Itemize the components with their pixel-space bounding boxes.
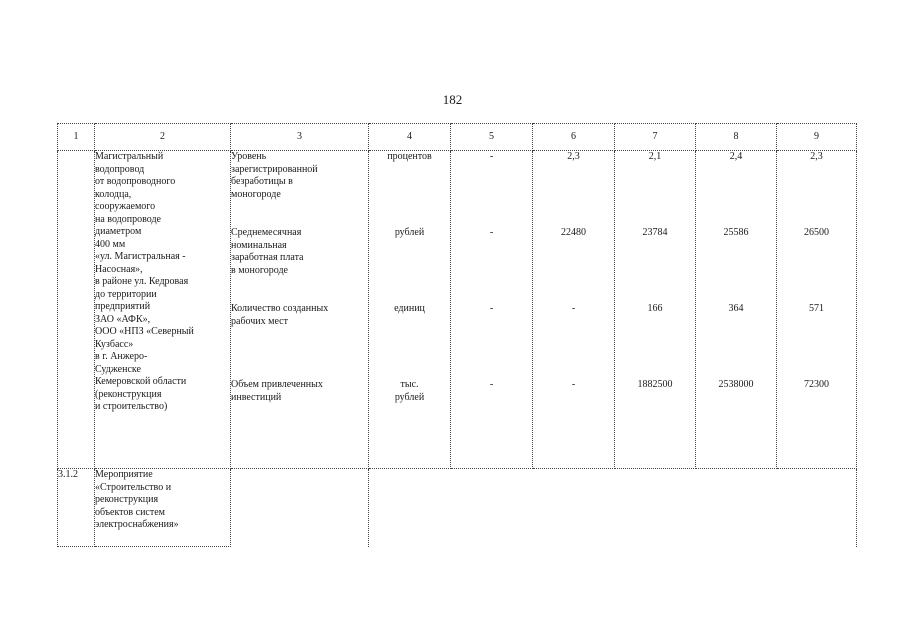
column-number: 1 xyxy=(58,124,95,151)
text-line: процентов xyxy=(387,151,432,162)
event-name-cell xyxy=(95,469,231,547)
indicator-value: 25586 xyxy=(723,227,749,238)
text-line: и строительство) xyxy=(95,401,168,412)
text-line: от водопроводного xyxy=(95,176,176,187)
indicator-value: 2,1 xyxy=(648,151,662,162)
indicator-value: 2,3 xyxy=(810,151,823,162)
indicator-value: - xyxy=(489,227,494,238)
text-line: Судженске xyxy=(95,363,141,375)
column-number: 8 xyxy=(696,124,777,151)
text-line: Количество созданных xyxy=(231,303,329,314)
indicator-units xyxy=(369,151,450,455)
values-column-6 xyxy=(533,151,614,455)
text-line: Уровень xyxy=(231,151,267,162)
empty-cell xyxy=(533,469,615,547)
text-line: колодца, xyxy=(95,188,132,200)
indicator-name xyxy=(231,151,368,227)
text-line: зарегистрированной xyxy=(231,163,318,175)
values-column-8 xyxy=(696,151,776,455)
indicator-value: 166 xyxy=(647,303,663,314)
text-line: предприятий xyxy=(95,301,151,312)
text-line: номинальная xyxy=(231,239,287,251)
text-line: Мероприятие xyxy=(95,469,153,480)
value-cell-6 xyxy=(533,151,615,469)
indicator-name xyxy=(231,379,368,455)
indicator-value: 364 xyxy=(728,303,744,314)
column-number: 9 xyxy=(777,124,857,151)
values-column-5 xyxy=(451,151,532,455)
indicator-value: 2,4 xyxy=(729,151,743,162)
indicator-value: 23784 xyxy=(642,227,668,238)
values-column-9 xyxy=(777,151,856,455)
indicator-name xyxy=(231,303,368,379)
text-line: ЗАО «АФК», xyxy=(95,313,151,325)
indicator-value: 22480 xyxy=(561,227,586,238)
text-line: «Строительство и xyxy=(95,481,172,493)
text-line: в районе ул. Кедровая xyxy=(95,276,189,287)
column-number-row xyxy=(58,124,857,151)
text-line: инвестиций xyxy=(231,391,282,403)
column-number: 3 xyxy=(231,124,369,151)
text-line: «ул. Магистральная - xyxy=(95,251,186,262)
event-name xyxy=(95,151,230,414)
indicator-value: 72300 xyxy=(804,379,829,390)
row-number: 3.1.2 xyxy=(58,469,95,547)
column-number: 6 xyxy=(533,124,615,151)
text-line: на водопроводе xyxy=(95,213,161,225)
text-line: Насосная», xyxy=(95,263,143,275)
indicator-unit xyxy=(369,379,450,455)
indicator-value: 26500 xyxy=(804,227,829,238)
text-line: водопровод xyxy=(95,163,145,175)
column-number: 4 xyxy=(369,124,451,151)
text-line: в г. Анжеро- xyxy=(95,351,148,362)
empty-cell xyxy=(451,469,533,547)
empty-cell xyxy=(369,469,451,547)
indicator-names xyxy=(231,151,368,455)
indicator-value: 2538000 xyxy=(718,379,754,390)
indicator-unit xyxy=(369,151,450,227)
text-line: Кемеровской области xyxy=(95,376,187,387)
text-line: рублей xyxy=(394,227,425,238)
column-number: 7 xyxy=(615,124,696,151)
text-line: электроснабжения» xyxy=(95,519,179,530)
program-table xyxy=(57,123,857,547)
text-line: Кузбасс» xyxy=(95,338,134,350)
text-line: безработицы в xyxy=(231,176,293,187)
indicator-value: - xyxy=(489,379,494,390)
table-row xyxy=(58,151,857,469)
column-number: 2 xyxy=(95,124,231,151)
text-line: 400 мм xyxy=(95,238,126,250)
indicator-value: - xyxy=(571,379,576,390)
indicator-value: - xyxy=(489,151,494,162)
column-number: 5 xyxy=(451,124,533,151)
text-line: Среднемесячная xyxy=(231,227,302,238)
event-name xyxy=(95,469,230,532)
indicator-value: 2,3 xyxy=(567,151,580,162)
row-number xyxy=(58,151,95,469)
event-name-cell xyxy=(95,151,231,469)
text-line: (реконструкция xyxy=(95,388,162,400)
empty-cell xyxy=(231,469,369,547)
values-column-7 xyxy=(615,151,695,455)
page-number: 182 xyxy=(442,92,463,107)
empty-cell xyxy=(777,469,857,547)
text-line: объектов систем xyxy=(95,506,165,518)
text-line: Магистральный xyxy=(95,151,164,162)
text-line: сооружаемого xyxy=(95,201,156,212)
text-line: тыс. xyxy=(400,379,419,390)
text-line: Объем привлеченных xyxy=(231,379,323,390)
text-line: реконструкция xyxy=(95,494,159,505)
text-line: заработная плата xyxy=(231,252,304,263)
indicator-name xyxy=(231,227,368,303)
text-line: единиц xyxy=(394,303,425,314)
indicator-unit xyxy=(369,303,450,379)
indicator-value: 1882500 xyxy=(637,379,673,390)
indicator-unit xyxy=(369,227,450,303)
value-cell-5 xyxy=(451,151,533,469)
indicator-value: - xyxy=(571,303,576,314)
text-line: в моногороде xyxy=(231,264,288,276)
unit-cell xyxy=(369,151,451,469)
empty-cell xyxy=(615,469,696,547)
indicator-value: 571 xyxy=(809,303,824,314)
text-line: моногороде xyxy=(231,188,281,200)
text-line: ООО «НПЗ «Северный xyxy=(95,326,194,337)
text-line: до территории xyxy=(95,288,157,300)
text-line: рублей xyxy=(394,391,425,403)
value-cell-9 xyxy=(777,151,857,469)
table-row xyxy=(58,469,857,547)
indicator-value: - xyxy=(489,303,494,314)
indicator-name-cell xyxy=(231,151,369,469)
value-cell-7 xyxy=(615,151,696,469)
empty-cell xyxy=(696,469,777,547)
text-line: рабочих мест xyxy=(231,315,288,327)
value-cell-8 xyxy=(696,151,777,469)
text-line: диаметром xyxy=(95,226,142,237)
